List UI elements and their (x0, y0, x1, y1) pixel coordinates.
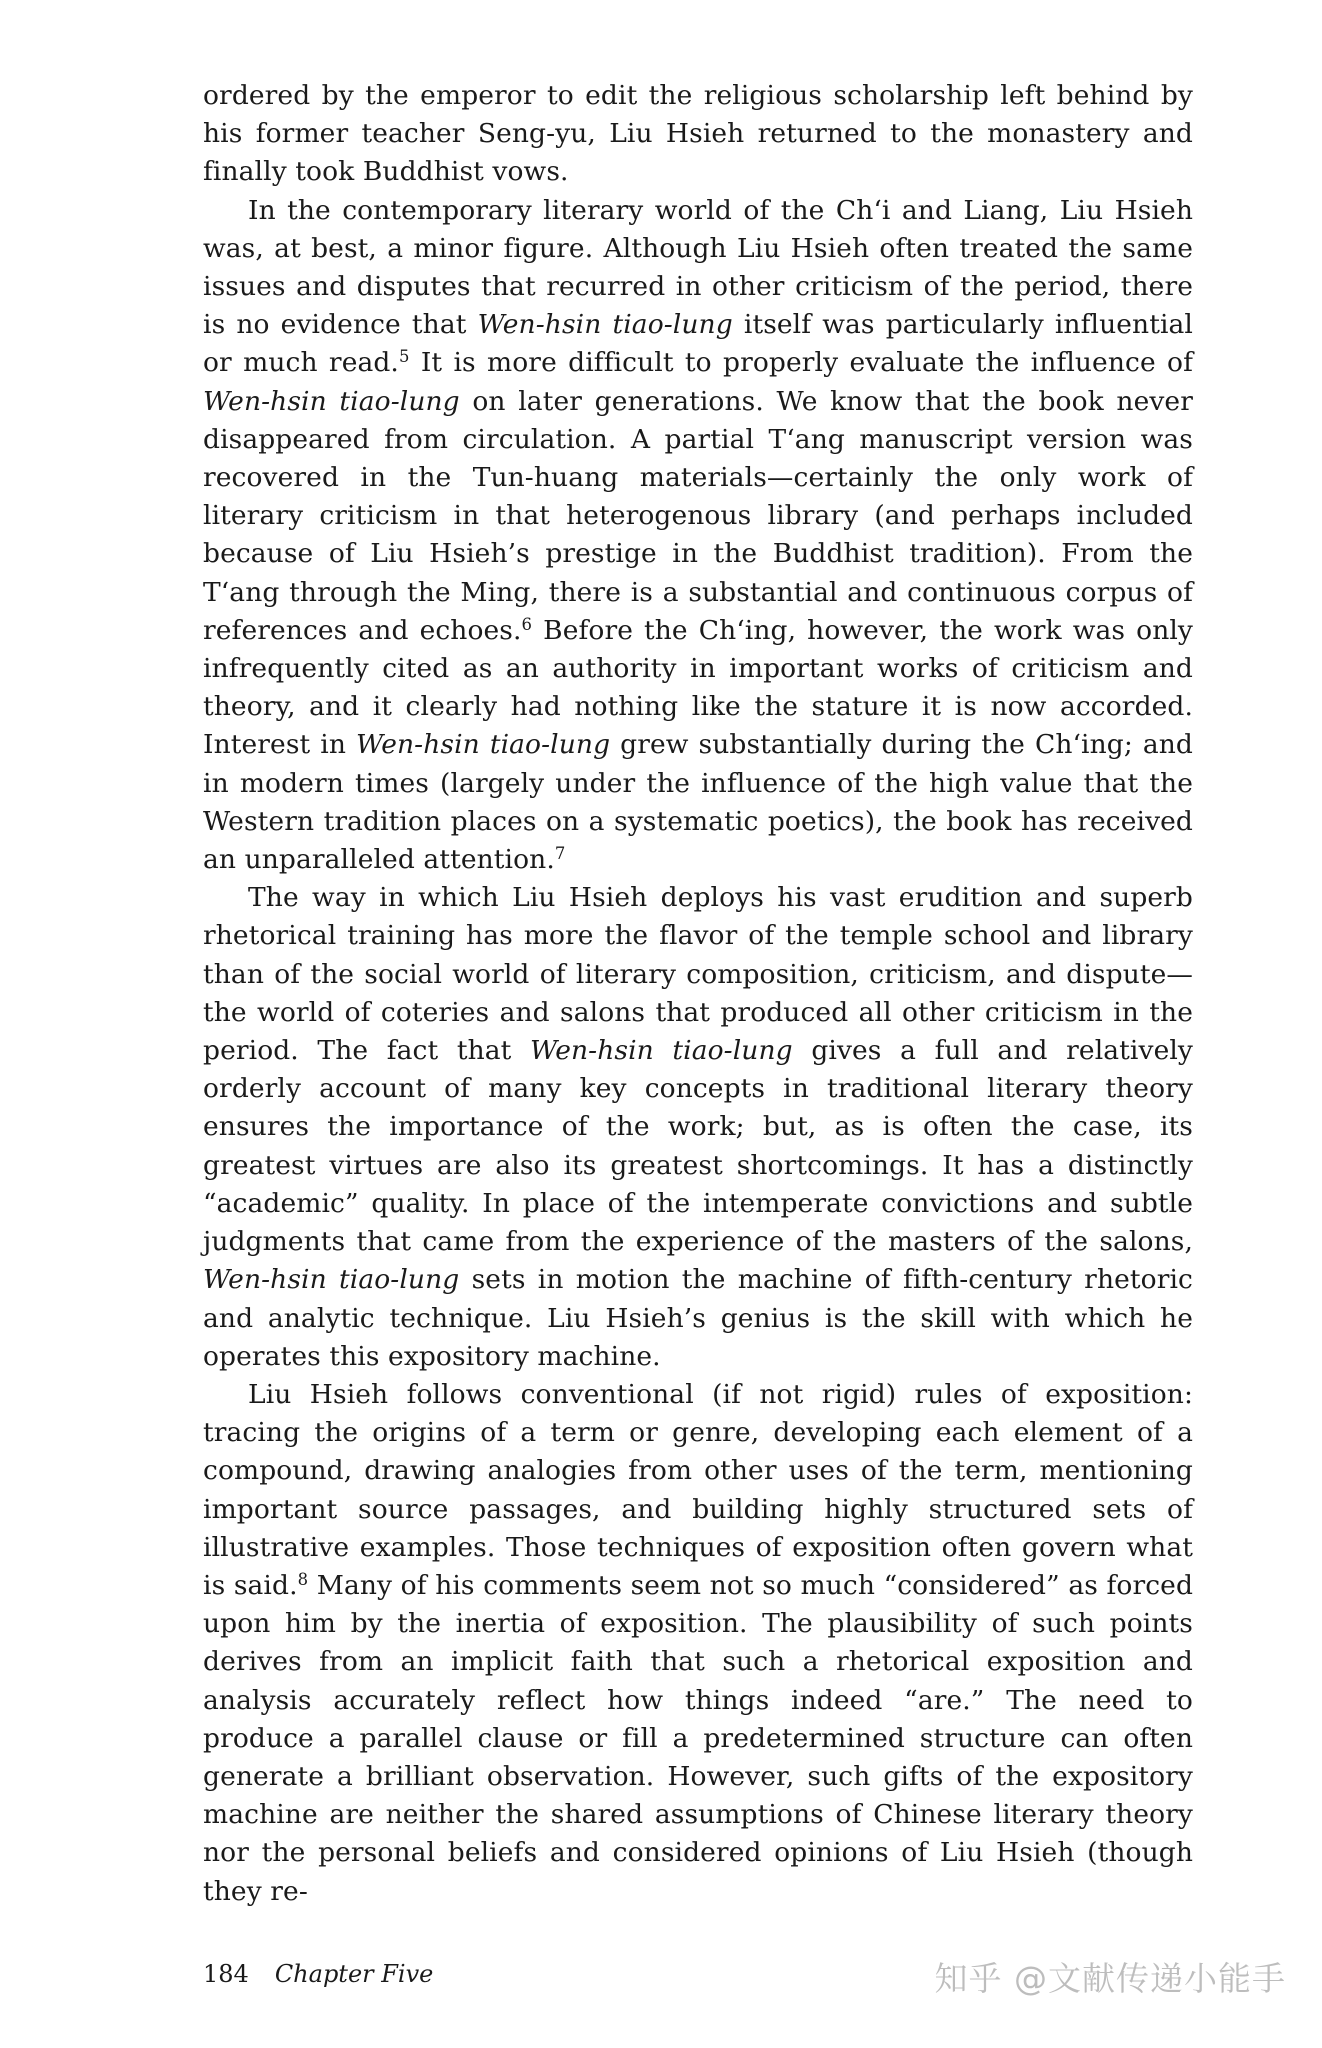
paragraph-3-text: sets in motion the machine of fifth-century rhetoric and analytic technique. Liu Hsieh’s genius is the skill with which he operates this expository machine. (203, 1264, 1193, 1372)
footnote-marker: 8 (297, 1569, 309, 1589)
paragraph-3-text: gives a full and relatively orderly account of many key concepts in traditional literary theory ensures the importance of the work; but, as is often the case, its greatest virtues are also its greatest shortcomings. It has a distinctly “academic” quality. In place of the intemperate convictions and subtle judgments that came from the experience of the masters of the salons, (203, 1035, 1193, 1258)
book-title: Wen-hsin tiao-lung (477, 309, 733, 341)
paragraph-1-text: ordered by the emperor to edit the religious scholarship left behind by his former teacher Seng-yu, Liu Hsieh returned to the monastery and finally took Buddhist vows. (203, 80, 1193, 188)
paragraph-4-text: Many of his comments seem not so much “considered” as forced upon him by the inertia of exposition. The plausibility of such points derives from an implicit faith that such a rhetorical exposition and analysis accurately reflect how things indeed “are.” The need to produce a parallel clause or fill a predetermined structure can often generate a brilliant observation. However, such gifts of the expository machine are neither the shared assumptions of Chinese literary theory nor the personal beliefs and considered opinions of Liu Hsieh (though they re- (203, 1569, 1194, 1907)
paragraph-4-text: Liu Hsieh follows conventional (if not rigid) rules of exposition: tracing the origins of a term or genre, developing each element of a compound, drawing analogies from other uses of the term, mentioning important source passages, and building highly structured sets of illustrative examples. Those techniques of exposition often govern what is said. (203, 1378, 1193, 1601)
paragraph-2-text: grew substantially during the Ch‘ing; and in modern times (largely under the influence of the high value that the Western tradition places on a systematic poetics), the book has received an unparalleled attention. (203, 729, 1193, 876)
paragraph-2-text: In the contemporary literary world of the Ch‘i and Liang, Liu Hsieh was, at best, a minor figure. Although Liu Hsieh often treated the same issues and disputes that recurred in other criticism of the period, there is no evidence that (203, 194, 1193, 341)
paragraph-2 (203, 192, 1193, 880)
paragraph-3 (203, 879, 1193, 1376)
paragraph-2-text: Before the Ch‘ing, however, the work was only infrequently cited as an authority in important works of criticism and theory, and it clearly had nothing like the stature it is now accorded. Interest in (203, 614, 1194, 761)
paragraph-1 (203, 77, 1193, 192)
book-title: Wen-hsin tiao-lung (203, 385, 460, 417)
page-number: 184 (203, 1960, 249, 1988)
book-title: Wen-hsin tiao-lung (203, 1264, 460, 1296)
book-title: Wen-hsin tiao-lung (530, 1035, 793, 1067)
paragraph-3-text: The way in which Liu Hsieh deploys his vast erudition and superb rhetorical training has more the flavor of the temple school and library than of the social world of literary composition, criticism, and dispute—the world of coteries and salons that produced all other criticism in the period. The fact that (203, 882, 1193, 1067)
book-title: Wen-hsin tiao-lung (356, 729, 611, 761)
paragraph-2-text: It is more difficult to properly evaluate the influence of (409, 347, 1193, 379)
watermark: 知乎 @文献传递小能手 (934, 1959, 1286, 1998)
paragraph-2-text: itself was particularly influential or much read. (203, 309, 1193, 379)
footnote-marker: 5 (398, 347, 410, 367)
running-footer-chapter: Chapter Five (274, 1960, 434, 1988)
body-text (203, 77, 1193, 1911)
paragraph-2-text: on later generations. We know that the book never disappeared from circulation. A partial T‘ang manuscript version was recovered in the Tun-huang materials—certainly the only work of literary criticism in that heterogenous library (and perhaps included because of Liu Hsieh’s prestige in the Buddhist tradition). From the T‘ang through the Ming, there is a substantial and continuous corpus of references and echoes. (203, 385, 1193, 646)
footnote-marker: 7 (554, 844, 566, 864)
page-footer (203, 1960, 433, 1988)
paragraph-4 (203, 1376, 1193, 1911)
footnote-marker: 6 (521, 614, 533, 634)
